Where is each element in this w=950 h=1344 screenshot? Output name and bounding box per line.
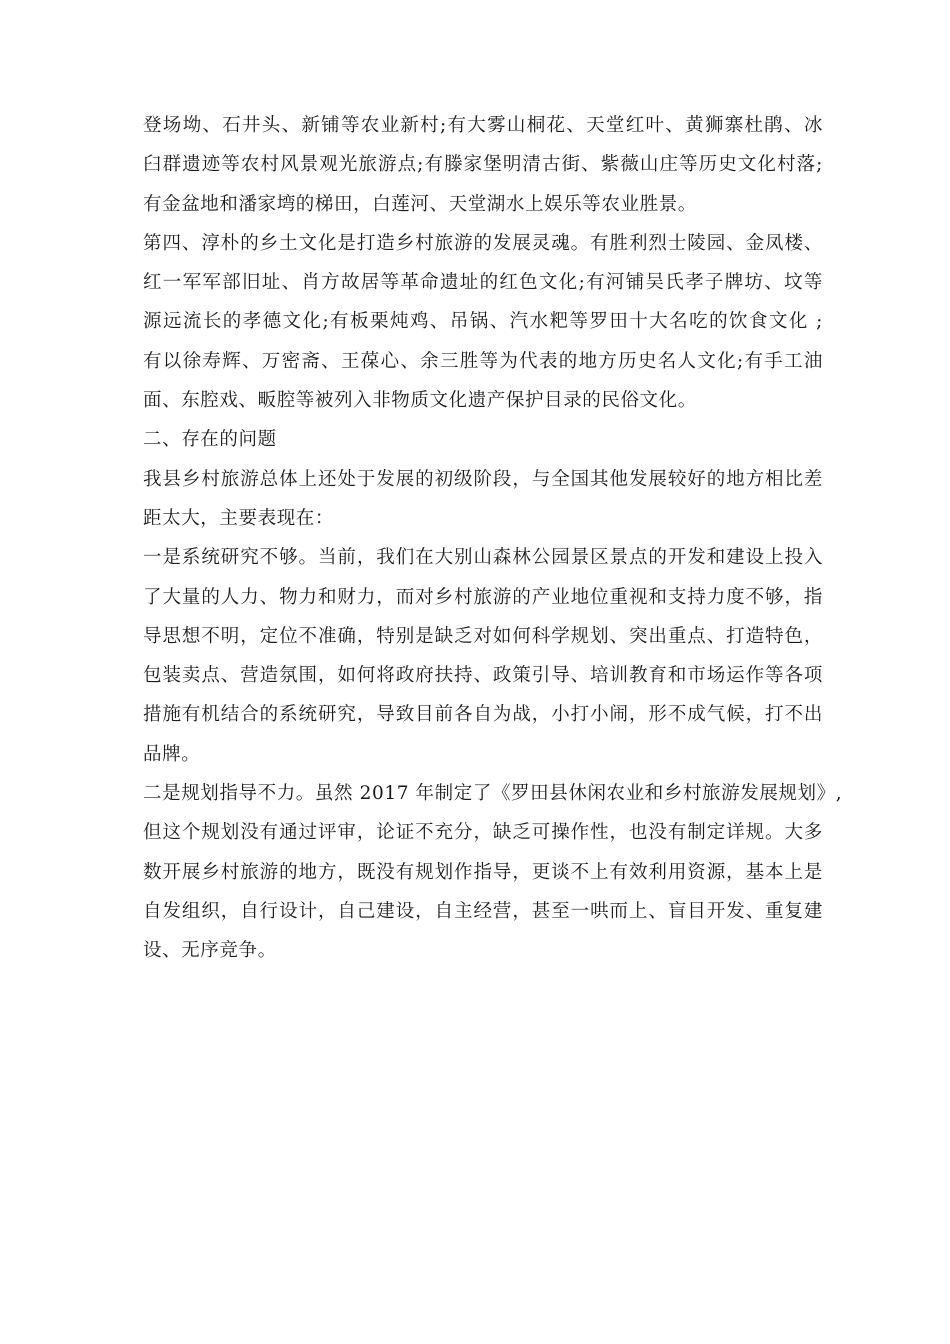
paragraph-research [143, 538, 823, 774]
text-line: 我县乡村旅游总体上还处于发展的初级阶段，与全国其他发展较好的地方相比差 [143, 468, 823, 490]
text-line: 措施有机结合的系统研究，导致目前各自为战，小打小闹，形不成气候，打不出 [143, 704, 823, 726]
text-line: 自发组织，自行设计，自己建设，自主经营，甚至一哄而上、盲目开发、重复建 [143, 900, 823, 922]
text-line: 臼群遗迹等农村风景观光旅游点;有滕家堡明清古街、紫薇山庄等历史文化村落; [143, 154, 823, 176]
text-line: 数开展乡村旅游的地方，既没有规划作指导，更谈不上有效利用资源，基本上是 [143, 861, 823, 883]
paragraph-folk-culture [143, 224, 823, 420]
document-body [143, 106, 843, 971]
text-line: 但这个规划没有通过评审，论证不充分，缺乏可操作性，也没有制定详规。大多 [143, 822, 823, 844]
text-line: 包装卖点、营造氛围，如何将政府扶持、政策引导、培训教育和市场运作等各项 [143, 665, 823, 687]
text-line: 品牌。 [143, 743, 201, 765]
text-line: 有以徐寿辉、万密斋、王葆心、余三胜等为代表的地方历史名人文化;有手工油 [143, 350, 823, 372]
text-line: 源远流长的孝德文化;有板栗炖鸡、吊锅、汽水粑等罗田十大名吃的饮食文化 ; [143, 311, 823, 333]
text-line: 有金盆地和潘家塆的梯田，白莲河、天堂湖水上娱乐等农业胜景。 [143, 193, 697, 215]
text-line: 红一军军部旧址、肖方故居等革命遗址的红色文化;有河铺吴氏孝子牌坊、坟等 [143, 272, 823, 294]
text-line: 设、无序竞争。 [143, 940, 277, 962]
text-line: 登场坳、石井头、新铺等农业新村;有大雾山桐花、天堂红叶、黄狮寨杜鹃、冰 [143, 115, 823, 136]
text-line: 了大量的人力、物力和财力，而对乡村旅游的产业地位重视和支持力度不够，指 [143, 586, 823, 608]
text-line: 第四、淳朴的乡土文化是打造乡村旅游的发展灵魂。有胜利烈士陵园、金凤楼、 [143, 232, 823, 254]
text-line: 导思想不明，定位不准确，特别是缺乏对如何科学规划、突出重点、打造特色， [143, 625, 823, 647]
paragraph-planning [143, 774, 843, 970]
paragraph-overview [143, 460, 823, 539]
text-line: 距太大，主要表现在： [143, 507, 335, 529]
paragraph-rural-scenery [143, 106, 823, 224]
section-heading-problems [143, 420, 823, 459]
text-line: 二是规划指导不力。虽然 2017 年制定了《罗田县休闲农业和乡村旅游发展规划》, [143, 783, 843, 805]
text-line: 面、东腔戏、畈腔等被列入非物质文化遗产保护目录的民俗文化。 [143, 390, 697, 412]
text-line: 一是系统研究不够。当前，我们在大别山森林公园景区景点的开发和建设上投入 [143, 547, 823, 569]
section-heading: 二、存在的问题 [143, 429, 277, 451]
